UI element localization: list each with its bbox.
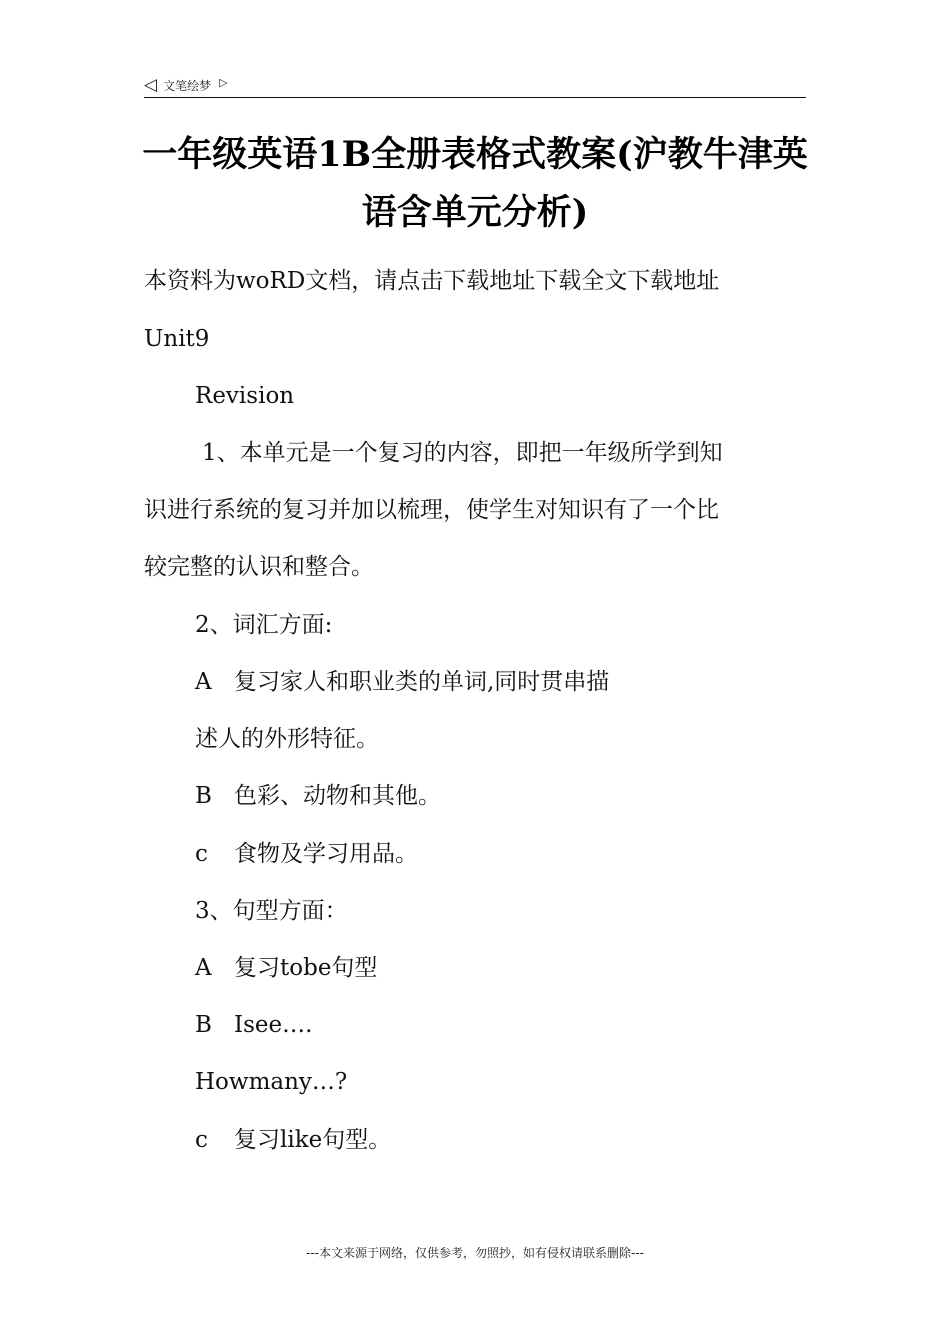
intro-line: 本资料为woRD文档，请点击下载地址下载全文下载地址 [144,268,720,294]
sentence-c-text: 复习like句型。 [234,1127,392,1153]
sentence-b-marker: B [195,1012,212,1038]
document-title: 一年级英语1B全册表格式教案(沪教牛津英语含单元分析) [142,134,808,233]
sentence-b-text: Isee…. [234,1012,313,1038]
vocab-a-text: 复习家人和职业类的单词,同时贯串描 [234,669,610,695]
header-brand: 文笔绘梦 [163,78,212,93]
page-footer: ---本文来源于网络，仅供参考，勿照抄，如有侵权请联系删除--- [306,1246,644,1260]
vocab-b-text: 色彩、动物和其他。 [234,783,441,809]
vocab-a-continued: 述人的外形特征。 [195,726,379,752]
paragraph-line-1: 1、本单元是一个复习的内容，即把一年级所学到知 [202,440,723,466]
paragraph-line-2: 识进行系统的复习并加以梳理，使学生对知识有了一个比 [144,497,719,523]
triangle-left-icon: ◁ [144,74,158,95]
sentence-a-text: 复习tobe句型 [234,955,378,981]
sentence-c-marker: c [195,1127,208,1153]
triangle-right-icon: ▷ [219,75,228,89]
header-divider [144,97,806,98]
revision-heading: Revision [195,383,295,409]
paragraph-line-3: 较完整的认识和整合。 [144,554,374,580]
page-header [144,74,228,96]
vocab-c-marker: c [195,841,208,867]
vocab-c-text: 食物及学习用品。 [234,841,418,867]
vocab-b-marker: B [195,783,212,809]
vocab-a-marker: A [195,669,212,695]
vocab-heading: 2、词汇方面: [195,612,333,638]
unit-heading: Unit9 [144,326,210,352]
sentence-a-marker: A [195,955,212,981]
sentence-b-continued: Howmany…? [195,1069,348,1095]
sentence-heading: 3、句型方面： [195,898,348,924]
